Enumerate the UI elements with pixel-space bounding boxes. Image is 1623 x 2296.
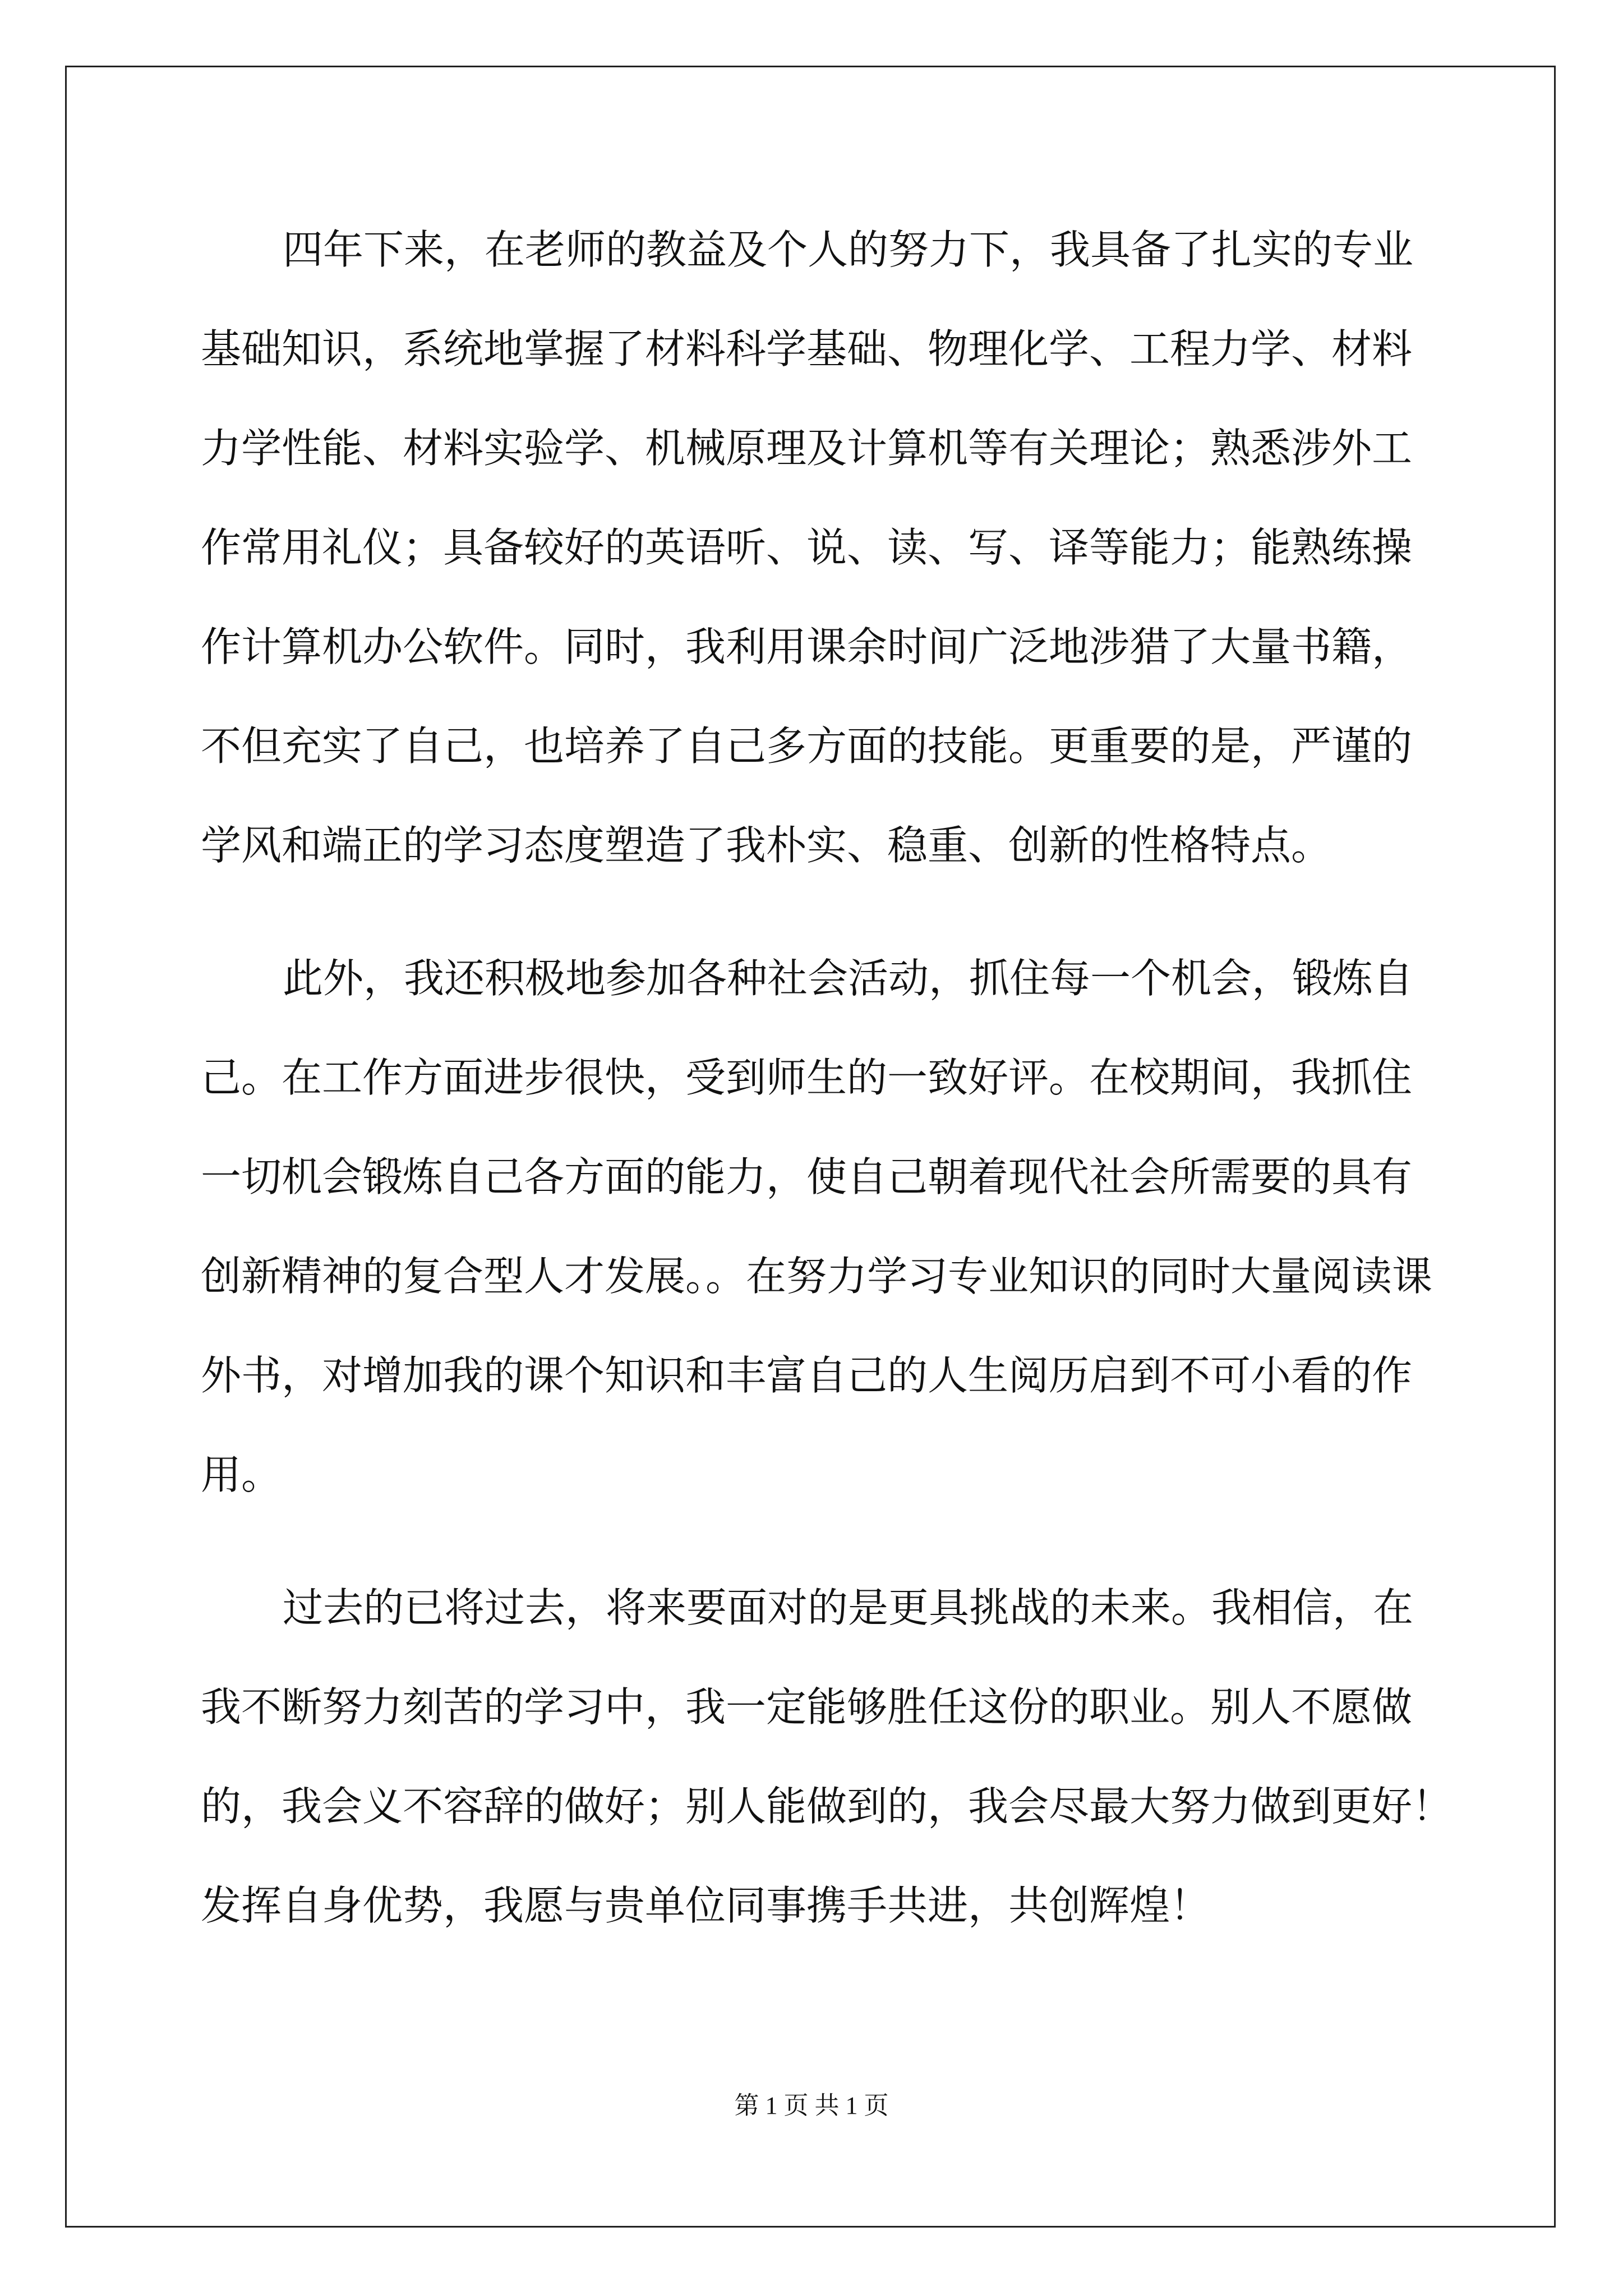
paragraph-2-line-3: 一切机会锻炼自己各方面的能力，使自己朝着现代社会所需要的具有 (201, 1153, 1413, 1200)
paragraph-1-line-1: 四年下来，在老师的教益及个人的努力下，我具备了扎实的专业 (283, 226, 1414, 273)
paragraph-1-line-7: 学风和端正的学习态度塑造了我朴实、稳重、创新的性格特点。 (201, 822, 1332, 869)
paragraph-3-line-2: 我不断努力刻苦的学习中，我一定能够胜任这份的职业。别人不愿做 (201, 1683, 1413, 1731)
paragraph-2-line-1: 此外，我还积极地参加各种社会活动，抓住每一个机会，锻炼自 (283, 955, 1414, 1002)
paragraph-3-line-1: 过去的已将过去，将来要面对的是更具挑战的未来。我相信，在 (283, 1584, 1414, 1631)
paragraph-2-line-5: 外书，对增加我的课个知识和丰富自己的人生阅历启到不可小看的作 (201, 1352, 1413, 1399)
paragraph-1-line-2: 基础知识，系统地掌握了材料科学基础、物理化学、工程力学、材料 (201, 325, 1413, 372)
page-footer: 第 1 页 共 1 页 (734, 2092, 889, 2119)
paragraph-2-line-4: 创新精神的复合型人才发展。。在努力学习专业知识的同时大量阅读课 (201, 1253, 1433, 1300)
paragraph-3-line-4: 发挥自身优势，我愿与贵单位同事携手共进，共创辉煌！ (201, 1882, 1211, 1929)
paragraph-1-line-6: 不但充实了自己，也培养了自己多方面的技能。更重要的是，严谨的 (201, 723, 1413, 770)
paragraph-2-line-6: 用。 (201, 1451, 282, 1498)
paragraph-1-line-4: 作常用礼仪；具备较好的英语听、说、读、写、译等能力；能熟练操 (201, 524, 1413, 571)
paragraph-2-line-2: 己。在工作方面进步很快，受到师生的一致好评。在校期间，我抓住 (201, 1054, 1413, 1101)
paragraph-1-line-3: 力学性能、材料实验学、机械原理及计算机等有关理论；熟悉涉外工 (201, 425, 1413, 472)
paragraph-1-line-5: 作计算机办公软件。同时，我利用课余时间广泛地涉猎了大量书籍， (201, 623, 1413, 670)
paragraph-3-line-3: 的，我会义不容辞的做好；别人能做到的，我会尽最大努力做到更好！ (201, 1783, 1453, 1830)
